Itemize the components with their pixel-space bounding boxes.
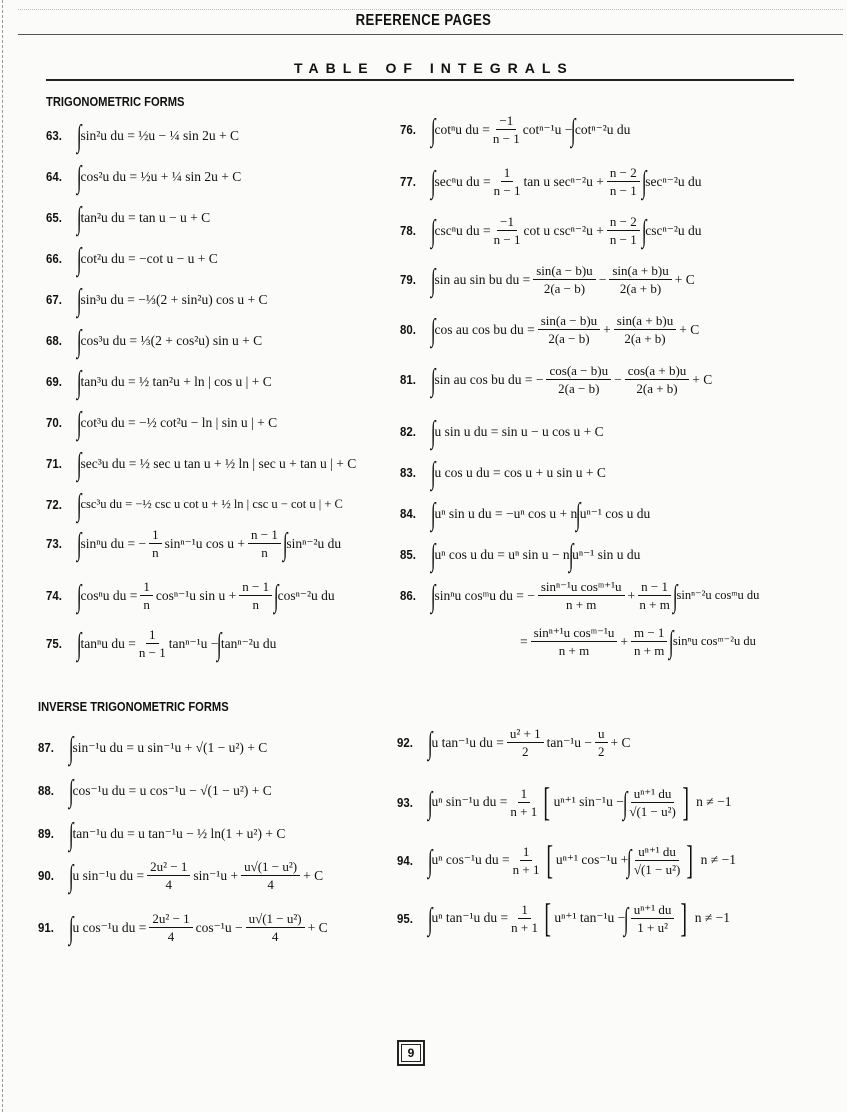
formula-part: + C <box>692 371 713 387</box>
formula-part: tan⁻¹u − <box>546 734 593 750</box>
numerator: −1 <box>497 215 517 231</box>
formula-number: 69. <box>46 374 62 389</box>
formula-body: tan²u du = tan u − u + C <box>80 209 211 225</box>
formula-number: 67. <box>46 292 62 307</box>
fraction <box>511 903 538 934</box>
denominator: 1 + u² <box>637 919 668 935</box>
numerator: 1 <box>520 845 533 861</box>
integral-sign: ∫ <box>68 773 74 808</box>
integral-sign: ∫ <box>76 323 82 358</box>
formula-93 <box>397 779 732 824</box>
fraction <box>595 727 608 758</box>
formula-part: uⁿ⁻¹ cos u du <box>579 505 651 521</box>
formula-66 <box>46 243 218 274</box>
scan-edge-left <box>2 0 3 1112</box>
formula-part: u cos⁻¹u du = <box>72 919 147 935</box>
formula-part: uⁿ sin u du = −uⁿ cos u + n <box>434 505 578 521</box>
fraction <box>631 626 667 657</box>
operator: + <box>627 587 636 603</box>
formula-95 <box>397 895 731 940</box>
formula-part: cot u cscⁿ⁻²u + <box>523 222 604 238</box>
formula-part: secⁿu du = <box>434 173 491 189</box>
integral-sign: ∫ <box>274 578 279 613</box>
formula-87 <box>38 732 267 763</box>
operator: + <box>620 633 628 649</box>
formula-number: 89. <box>38 826 54 841</box>
formula-body: cos⁻¹u du = u cos⁻¹u − √(1 − u²) + C <box>72 782 272 798</box>
numerator: n − 1 <box>638 580 671 596</box>
denominator: 2 <box>522 744 529 759</box>
integral-sign: ∫ <box>217 626 222 661</box>
formula-number: 71. <box>46 456 62 471</box>
formula-72 <box>46 489 343 520</box>
formula-part: + C <box>303 867 324 883</box>
formula-number: 72. <box>46 497 62 512</box>
denominator: n + 1 <box>512 861 540 877</box>
formula-number: 95. <box>397 910 413 926</box>
formula-part: u tan⁻¹u du = <box>431 734 504 750</box>
integral-sign: ∫ <box>430 537 436 572</box>
formula-number: 91. <box>38 920 54 935</box>
formula-number: 82. <box>400 424 416 439</box>
numerator: uⁿ⁺¹ du <box>631 787 675 803</box>
fraction <box>607 215 640 246</box>
formula-76 <box>400 114 630 145</box>
formula-part: sin⁻¹u + <box>193 867 239 883</box>
fraction <box>538 314 600 345</box>
formula-number: 78. <box>400 223 416 238</box>
formula-number: 80. <box>400 322 416 337</box>
denominator: n <box>152 545 159 560</box>
numerator: 1 <box>140 580 153 596</box>
formula-75 <box>46 628 276 659</box>
formula-part: uⁿ cos u du = uⁿ sin u − n <box>434 546 570 562</box>
fraction <box>248 528 281 559</box>
formula-64 <box>46 161 241 192</box>
formula-69 <box>46 366 272 397</box>
fraction <box>140 580 153 611</box>
right-bracket: ] <box>682 779 689 824</box>
table-title: TABLE OF INTEGRALS <box>294 60 574 76</box>
formula-number: 68. <box>46 333 62 348</box>
integral-sign: ∫ <box>76 364 82 399</box>
formula-85 <box>400 539 640 570</box>
formula-number: 88. <box>38 783 54 798</box>
denominator: n − 1 <box>492 131 520 146</box>
integral-sign: ∫ <box>76 282 82 317</box>
denominator: 2(a + b) <box>636 381 678 396</box>
formula-part: cotⁿu du = <box>434 121 490 137</box>
formula-88 <box>38 775 272 806</box>
denominator: 2(a − b) <box>543 281 586 296</box>
numerator: 1 <box>501 166 514 182</box>
formula-80 <box>400 314 699 345</box>
numerator: sinⁿ⁺¹u cosᵐ⁻¹u <box>531 626 618 642</box>
formula-number: 70. <box>46 415 62 430</box>
formula-part: secⁿ⁻²u du <box>645 173 702 189</box>
formula-number: 81. <box>400 372 416 387</box>
denominator: 2 <box>598 744 605 759</box>
formula-body: cos²u du = ½u + ¼ sin 2u + C <box>80 168 242 184</box>
integral-sign: ∫ <box>624 900 629 936</box>
numerator: cos(a + b)u <box>625 364 690 380</box>
formula-number: 75. <box>46 636 62 651</box>
formula-body: sec³u du = ½ sec u tan u + ½ ln | sec u + tan u | + C <box>80 455 357 471</box>
integral-sign: ∫ <box>669 624 675 659</box>
formula-number: 85. <box>400 547 416 562</box>
fraction <box>629 787 676 818</box>
integral-sign: ∫ <box>430 213 436 248</box>
numerator: n − 1 <box>248 528 281 544</box>
integral-sign: ∫ <box>76 526 82 561</box>
denominator: n − 1 <box>138 645 166 660</box>
formula-83 <box>400 457 606 488</box>
formula-84 <box>400 498 650 529</box>
integral-sign: ∫ <box>430 455 436 490</box>
numerator: 1 <box>149 528 162 544</box>
formula-part: tan u secⁿ⁻²u + <box>523 173 604 189</box>
numerator: cos(a − b)u <box>546 364 611 380</box>
condition: n ≠ −1 <box>694 910 731 926</box>
integral-sign: ∫ <box>430 414 436 449</box>
denominator: n <box>252 597 259 612</box>
formula-body: u cos u du = cos u + u sin u + C <box>434 464 606 480</box>
integral-sign: ∫ <box>76 405 82 440</box>
denominator: 4 <box>271 929 279 944</box>
integral-sign: ∫ <box>68 910 74 945</box>
formula-68 <box>46 325 262 356</box>
formula-82 <box>400 416 604 447</box>
integral-sign: ∫ <box>641 164 647 199</box>
integral-sign: ∫ <box>430 578 436 613</box>
integral-sign: ∫ <box>430 312 436 347</box>
formula-number: 74. <box>46 588 62 603</box>
formula-73 <box>46 528 341 559</box>
formula-part: cosⁿ⁻¹u sin u + <box>155 587 237 603</box>
fraction <box>147 860 190 891</box>
integral-sign: ∫ <box>568 537 574 572</box>
numerator: n − 2 <box>607 215 640 231</box>
formula-number: 65. <box>46 210 62 225</box>
operator: − <box>598 271 607 287</box>
numerator: 1 <box>518 903 531 919</box>
numerator: sin(a + b)u <box>609 264 671 280</box>
numerator: u <box>595 727 608 743</box>
formula-part: uⁿ⁺¹ tan⁻¹u − <box>554 910 626 926</box>
formula-81 <box>400 364 712 395</box>
formula-part: tanⁿu du = <box>80 635 136 651</box>
integral-sign: ∫ <box>76 578 82 613</box>
formula-number: 73. <box>46 536 62 551</box>
fraction <box>246 912 305 943</box>
formula-94 <box>397 837 736 882</box>
numerator: n − 1 <box>239 580 272 596</box>
formula-body: sin²u du = ½u − ¼ sin 2u + C <box>80 127 240 143</box>
fraction <box>241 860 300 891</box>
integral-sign: ∫ <box>68 858 74 893</box>
fraction <box>634 845 681 876</box>
fraction <box>507 727 544 758</box>
formula-part: + C <box>610 734 631 750</box>
numerator: u√(1 − u²) <box>246 912 305 928</box>
denominator: n + m <box>558 643 590 658</box>
formula-number: 66. <box>46 251 62 266</box>
formula-91 <box>38 912 328 943</box>
formula-part: sinⁿu du = − <box>80 535 147 551</box>
formula-90 <box>38 860 323 891</box>
formula-number: 84. <box>400 506 416 521</box>
formula-number: 64. <box>46 169 62 184</box>
right-bracket: ] <box>680 895 688 940</box>
formula-part: u sin⁻¹u du = <box>72 867 145 883</box>
formula-part: uⁿ cos⁻¹u du = <box>431 852 510 868</box>
fraction <box>631 903 675 934</box>
formula-number: 83. <box>400 465 416 480</box>
fraction <box>513 845 540 876</box>
integral-sign: ∫ <box>76 159 82 194</box>
page-number: 9 <box>401 1044 421 1062</box>
formula-number: 63. <box>46 128 62 143</box>
numerator: sin(a + b)u <box>614 314 676 330</box>
formula-79 <box>400 264 695 295</box>
numerator: u² + 1 <box>507 727 544 743</box>
condition: n ≠ −1 <box>700 852 736 868</box>
formula-74 <box>46 580 335 611</box>
running-header: REFERENCE PAGES <box>355 12 492 29</box>
fraction <box>614 314 676 345</box>
numerator: 1 <box>518 787 531 803</box>
integral-sign: ∫ <box>76 446 82 481</box>
left-bracket: [ <box>543 779 551 824</box>
fraction <box>139 628 166 659</box>
formula-67 <box>46 284 268 315</box>
fraction <box>149 912 192 943</box>
denominator: 2(a + b) <box>624 331 666 346</box>
denominator: n <box>261 545 268 560</box>
denominator: 2(a − b) <box>558 381 600 396</box>
formula-body: sin⁻¹u du = u sin⁻¹u + √(1 − u²) + C <box>72 739 268 755</box>
formula-part: sin au cos bu du = − <box>434 371 544 387</box>
operator: + <box>603 321 611 337</box>
formula-part: + C <box>307 919 328 935</box>
integral-sign: ∫ <box>622 784 628 820</box>
fraction <box>607 166 640 197</box>
formula-part: + C <box>679 321 700 337</box>
integral-sign: ∫ <box>76 200 82 235</box>
fraction <box>638 580 671 611</box>
formula-body: u sin u du = sin u − u cos u + C <box>434 423 604 439</box>
numerator: 2u² − 1 <box>149 912 192 928</box>
section-heading-inverse: INVERSE TRIGONOMETRIC FORMS <box>38 699 229 714</box>
numerator: u√(1 − u²) <box>241 860 300 876</box>
integral-sign: ∫ <box>627 842 632 878</box>
fraction <box>625 364 690 395</box>
formula-number: 92. <box>397 735 413 750</box>
fraction <box>531 626 618 657</box>
integral-sign: ∫ <box>427 725 433 760</box>
integral-sign: ∫ <box>76 241 82 276</box>
condition: n ≠ −1 <box>696 794 732 810</box>
formula-number: 79. <box>400 272 416 287</box>
formula-part: sinⁿ⁻²u cosᵐu du <box>676 588 760 603</box>
operator: − <box>614 371 622 387</box>
fraction <box>149 528 162 559</box>
formula-part: cos au cos bu du = <box>434 321 535 337</box>
denominator: n <box>143 597 150 612</box>
section-heading-trig: TRIGONOMETRIC FORMS <box>46 94 185 109</box>
integral-sign: ∫ <box>430 164 436 199</box>
formula-part: sinⁿ⁻²u du <box>286 535 342 551</box>
fraction <box>239 580 272 611</box>
fraction <box>609 264 671 295</box>
fraction <box>546 364 611 395</box>
denominator: 4 <box>165 877 173 892</box>
denominator: n + m <box>565 597 597 612</box>
formula-part: sin au sin bu du = <box>434 271 531 287</box>
numerator: m − 1 <box>631 626 667 642</box>
numerator: −1 <box>496 114 516 130</box>
formula-part: sinⁿ⁻¹u cos u + <box>164 535 246 551</box>
numerator: sinⁿ⁻¹u cosᵐ⁺¹u <box>538 580 625 596</box>
title-rule <box>46 79 794 81</box>
formula-number: 93. <box>397 794 413 810</box>
integral-sign: ∫ <box>576 496 581 531</box>
formula-part: cscⁿ⁻²u du <box>645 222 702 238</box>
formula-body: cos³u du = ⅓(2 + cos²u) sin u + C <box>80 332 263 348</box>
integral-sign: ∫ <box>282 526 288 561</box>
formula-89 <box>38 818 285 849</box>
denominator: n + m <box>633 643 665 658</box>
integral-sign: ∫ <box>672 578 678 613</box>
formula-number: 90. <box>38 868 54 883</box>
numerator: sin(a − b)u <box>538 314 600 330</box>
numerator: uⁿ⁺¹ du <box>631 903 675 919</box>
fraction <box>533 264 595 295</box>
right-bracket: ] <box>686 837 694 882</box>
formula-part: uⁿ tan⁻¹u du = <box>431 910 509 926</box>
page-number-box <box>397 1040 425 1066</box>
denominator: n − 1 <box>493 232 521 247</box>
formula-body: cot²u du = −cot u − u + C <box>80 250 218 266</box>
numerator: sin(a − b)u <box>533 264 595 280</box>
formula-body: csc³u du = −½ csc u cot u + ½ ln | csc u − cot u | + C <box>80 497 343 512</box>
integral-sign: ∫ <box>76 118 82 153</box>
numerator: uⁿ⁺¹ du <box>635 845 679 861</box>
fraction <box>538 580 625 611</box>
numerator: 2u² − 1 <box>147 860 190 876</box>
formula-71 <box>46 448 356 479</box>
formula-part: uⁿ⁺¹ sin⁻¹u − <box>553 794 624 810</box>
formula-part: tanⁿ⁻²u du <box>220 635 277 651</box>
integral-sign: ∫ <box>430 362 436 397</box>
integral-sign: ∫ <box>571 112 576 147</box>
numerator: n − 2 <box>607 166 640 182</box>
formula-63 <box>46 120 239 151</box>
formula-part: cosⁿu du = <box>80 587 138 603</box>
integral-sign: ∫ <box>427 784 433 820</box>
formula-86-continued <box>520 626 756 657</box>
formula-part: sinⁿu cosᵐu du = − <box>434 587 535 603</box>
formula-number: 77. <box>400 174 416 189</box>
formula-part: = <box>520 633 528 649</box>
header-rule <box>18 34 843 35</box>
denominator: 2(a + b) <box>619 281 662 296</box>
denominator: 4 <box>267 877 274 892</box>
formula-part: sinⁿu cosᵐ⁻²u du <box>672 634 756 649</box>
formula-part: cosⁿ⁻²u du <box>277 587 335 603</box>
formula-part: cotⁿ⁻²u du <box>574 121 631 137</box>
formula-70 <box>46 407 277 438</box>
left-bracket: [ <box>545 837 553 882</box>
denominator: n − 1 <box>609 232 637 247</box>
denominator: 2(a − b) <box>548 331 590 346</box>
formula-part: tanⁿ⁻¹u − <box>168 635 219 651</box>
integral-sign: ∫ <box>68 730 74 765</box>
scan-edge-top <box>18 9 843 10</box>
denominator: n − 1 <box>609 183 637 198</box>
formula-number: 94. <box>397 852 413 868</box>
denominator: n + 1 <box>510 803 538 819</box>
integral-sign: ∫ <box>430 262 436 297</box>
fraction <box>493 114 520 145</box>
fraction <box>494 166 521 197</box>
numerator: 1 <box>146 628 159 644</box>
fraction <box>494 215 521 246</box>
formula-65 <box>46 202 210 233</box>
formula-part: uⁿ⁻¹ sin u du <box>572 546 641 562</box>
formula-part: cos⁻¹u − <box>195 919 243 935</box>
formula-body: tan³u du = ½ tan²u + ln | cos u | + C <box>80 373 272 389</box>
denominator: √(1 − u²) <box>629 803 676 819</box>
denominator: n + m <box>639 597 670 612</box>
formula-part: cotⁿ⁻¹u − <box>522 121 573 137</box>
formula-86 <box>400 580 759 611</box>
formula-number: 76. <box>400 122 416 137</box>
integral-sign: ∫ <box>427 842 433 878</box>
formula-number: 86. <box>400 588 416 603</box>
formula-part: cscⁿu du = <box>434 222 491 238</box>
denominator: n + 1 <box>511 919 538 935</box>
formula-part: uⁿ sin⁻¹u du = <box>431 794 508 810</box>
formula-body: sin³u du = −⅓(2 + sin²u) cos u + C <box>80 291 268 307</box>
formula-77 <box>400 166 702 197</box>
integral-sign: ∫ <box>430 496 436 531</box>
fraction <box>510 787 537 818</box>
formula-part: uⁿ⁺¹ cos⁻¹u + <box>555 852 629 868</box>
denominator: n − 1 <box>493 183 521 198</box>
left-bracket: [ <box>544 895 551 940</box>
integral-sign: ∫ <box>76 487 82 522</box>
formula-number: 87. <box>38 740 54 755</box>
formula-body: cot³u du = −½ cot²u − ln | sin u | + C <box>80 414 278 430</box>
formula-part: + C <box>674 271 695 287</box>
denominator: 4 <box>167 929 175 944</box>
formula-78 <box>400 215 702 246</box>
integral-sign: ∫ <box>641 213 647 248</box>
integral-sign: ∫ <box>76 626 82 661</box>
denominator: √(1 − u²) <box>633 861 681 877</box>
integral-sign: ∫ <box>68 816 74 851</box>
integral-sign: ∫ <box>430 112 436 147</box>
formula-body: tan⁻¹u du = u tan⁻¹u − ½ ln(1 + u²) + C <box>72 825 286 841</box>
integral-sign: ∫ <box>427 900 433 936</box>
formula-92 <box>397 727 631 758</box>
